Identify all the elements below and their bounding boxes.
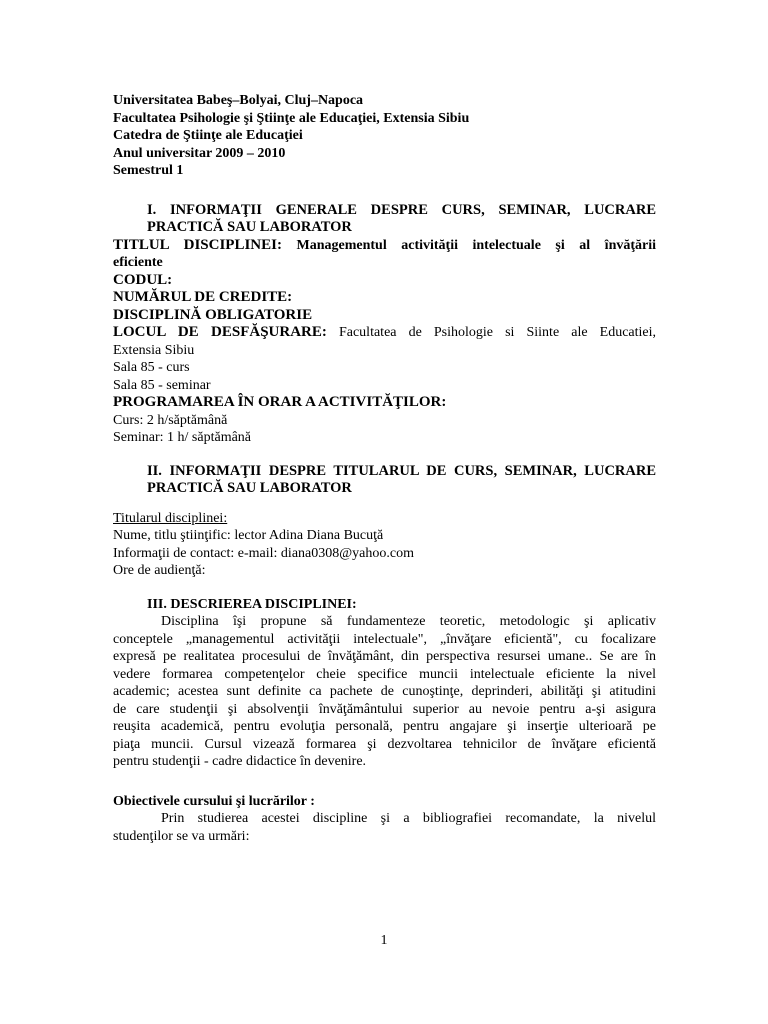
schedule-label: PROGRAMAREA ÎN ORAR A ACTIVITĂŢILOR: — [113, 394, 447, 410]
discipline-title-continuation: eficiente — [113, 255, 163, 270]
document-page — [113, 92, 656, 845]
holder-name: Nume, titlu ştiinţific: lector Adina Diana Bucuţă — [113, 528, 384, 543]
objectives-line-1: Prin studierea acestei discipline şi a bibliografiei recomandate, la nivelul — [161, 811, 656, 826]
location-value: Facultatea de Psihologie si Siinte ale Educatiei, — [338, 325, 657, 340]
page-number: 1 — [380, 933, 388, 948]
header-block — [113, 92, 656, 180]
section-3-title: III. DESCRIEREA DISCIPLINEI: — [147, 596, 357, 612]
mandatory-label: DISCIPLINĂ OBLIGATORIE — [113, 306, 313, 323]
location-row — [113, 324, 656, 342]
section-3-line-3: expresă pe realitatea procesului de învăţământ, din perspectiva resursei umane.. Se are în — [113, 649, 656, 664]
discipline-title-value: Managementul activităţii intelectuale şi al învăţării — [296, 237, 657, 253]
academic-year: Anul universitar 2009 – 2010 — [113, 145, 286, 161]
university-name: Universitatea Babeş–Bolyai, Cluj–Napoca — [113, 93, 364, 108]
section-3-paragraph — [113, 613, 656, 771]
section-1-title-line-1: I. INFORMAŢII GENERALE DESPRE CURS, SEMINAR, LUCRARE — [147, 201, 656, 218]
section-3-line-5: academic; acestea sunt definite ca pachete de cunoştinţe, deprinderi, abilităţi şi atitudini — [113, 684, 656, 699]
department-name: Catedra de Ştiinţe ale Educaţiei — [113, 128, 303, 143]
location-continuation: Extensia Sibiu — [113, 342, 195, 358]
section-1-body — [113, 237, 656, 447]
discipline-title-label: TITLUL DISCIPLINEI: — [113, 236, 282, 253]
office-hours: Ore de audienţă: — [113, 563, 206, 578]
section-3-line-9: pentru studenţii - cadre didactice în devenire. — [113, 754, 367, 769]
section-3-line-1: Disciplina îşi propune să fundamenteze teoretic, metodologic şi aplicativ — [161, 614, 656, 629]
section-3-line-7: reuşita academică, pentru evoluţia personală, pentru angajare şi inserţie ulterioară pe — [113, 719, 656, 734]
section-2-title-line-1: II. INFORMAŢII DESPRE TITULARUL DE CURS, SEMINAR, LUCRARE — [147, 462, 656, 479]
section-1-heading — [113, 202, 656, 237]
faculty-name: Facultatea Psihologie şi Ştiinţe ale Educaţiei, Extensia Sibiu — [113, 110, 470, 126]
location-label: LOCUL DE DESFĂŞURARE: — [113, 324, 327, 340]
section-2-title-line-2: PRACTICĂ SAU LABORATOR — [147, 480, 352, 496]
credits-label: NUMĂRUL DE CREDITE: — [113, 289, 293, 305]
section-3-line-6: de care studenţii şi absolvenţii învăţământului superior au nevoie pentru a-şi asigura — [113, 701, 656, 717]
section-3-line-2: conceptele „managementul activităţii intelectuale", „învăţare eficientă", cu focalizare — [113, 631, 656, 647]
room-course: Sala 85 - curs — [113, 360, 190, 375]
section-2-body — [113, 510, 656, 580]
section-1-title-line-2: PRACTICĂ SAU LABORATOR — [147, 219, 352, 235]
code-label: CODUL: — [113, 271, 173, 288]
room-seminar: Sala 85 - seminar — [113, 377, 211, 393]
holder-contact: Informaţii de contact: e-mail: diana0308@yahoo.com — [113, 545, 414, 561]
semester: Semestrul 1 — [113, 163, 184, 178]
objectives-line-2: studenţilor se va urmări: — [113, 828, 250, 844]
section-3-line-8: piaţa muncii. Cursul vizează formarea şi dezvoltarea tehnicilor de învăţare eficientă — [113, 736, 656, 752]
holder-heading: Titularul disciplinei: — [113, 510, 228, 526]
schedule-course: Curs: 2 h/săptămână — [113, 412, 228, 428]
discipline-title-row — [113, 237, 656, 255]
section-3-line-4: vedere formarea competenţelor cheie specifice muncii intelectuale eficiente la nivel — [113, 666, 656, 682]
objectives-title: Obiectivele cursului şi lucrărilor : — [113, 793, 315, 809]
schedule-seminar: Seminar: 1 h/ săptămână — [113, 430, 252, 445]
section-2-heading — [113, 463, 656, 498]
